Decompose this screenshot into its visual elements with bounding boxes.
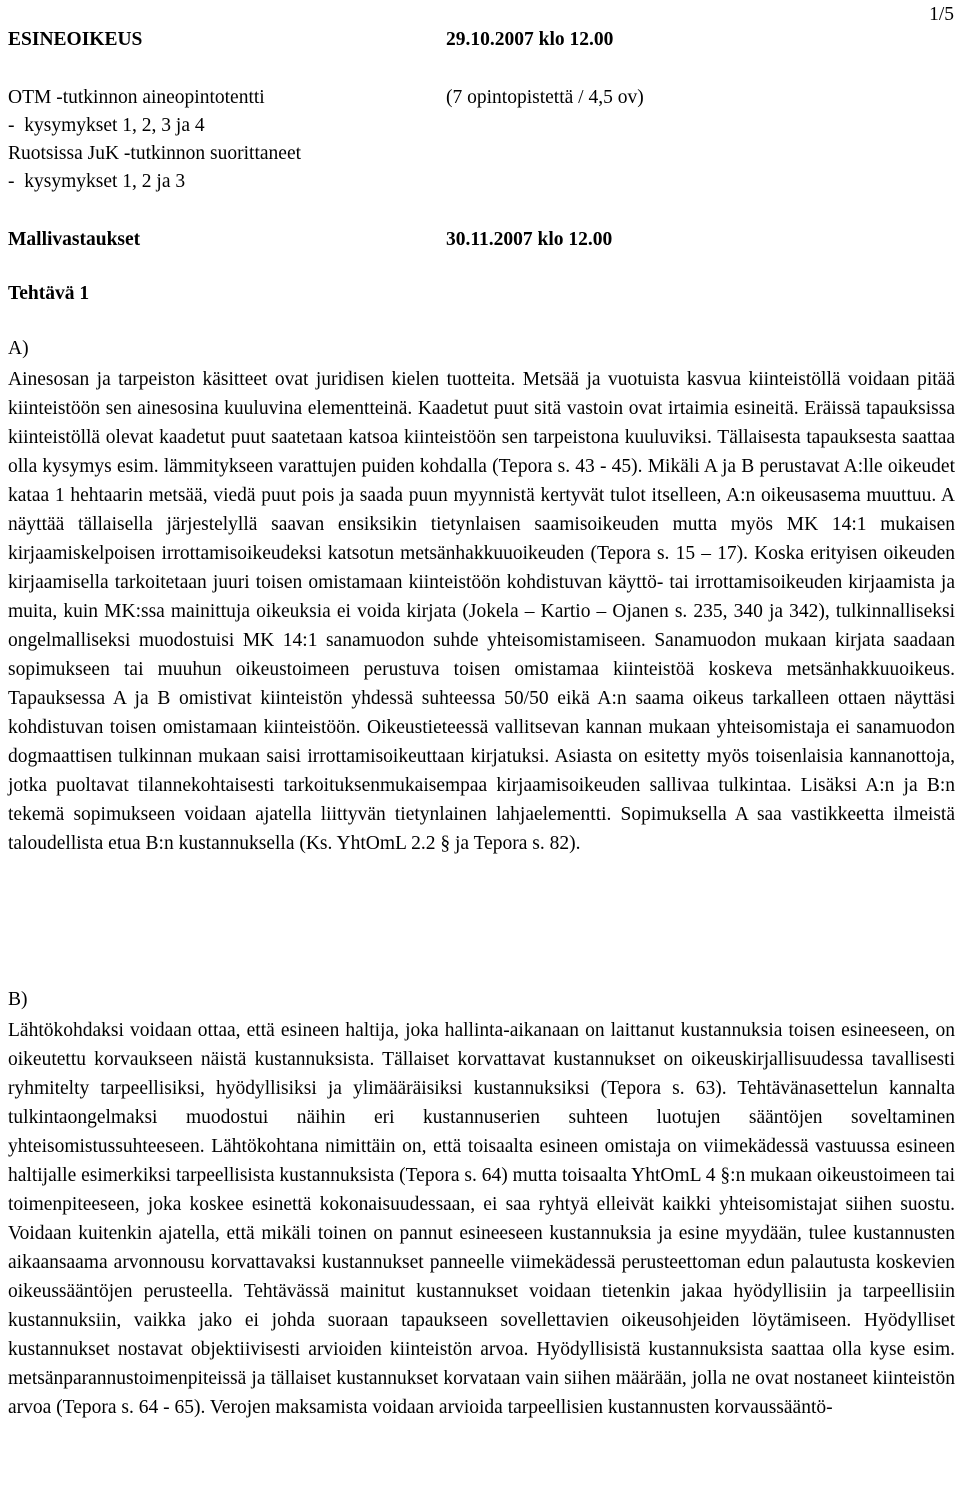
section-a-text: Ainesosan ja tarpeiston käsitteet ovat juridisen kielen tuotteita. Metsää ja vuotuista kasvua kiinteistöllä voidaan pitää kiinteistöön sen ainesosina kuuluvina elementteinä. Kaadetut puut sitä vastoin ovat irtaimia esineitä. Eräissä tapauksissa kiinteistöllä olevat kaadetut puut saatetaan katsoa kiinteistöön sen tarpeistona kuuluviksi. Tällaisesta tapauksesta saattaa olla kysymys esim. lämmitykseen varattujen puiden kohdalla (Tepora s. 43 - 45). Mikäli A ja B perustavat A:lle oikeudet kataa 1 hehtaarin metsää, viedä puut pois ja saada puun myynnistä kertyvät tulot itselleen, A:n oikeusasema muuttuu. A näyttää tällaisella järjestelyllä saavan ensiksikin tietynlaisen saamisoikeuden mutta myös MK 14:1 mukaisen kirjaamiskelpoisen irrottamisoikeudeksi katsotun metsänhakkuuoikeuden (Tepora s. 15 – 17). Koska erityisen oikeuden kirjaamisella tarkoitetaan juuri toisen omistamaan kiinteistöön kohdistuvan käyttö- tai irrottamisoikeuden kirjaamista ja muita, kuin MK:ssa mainittuja oikeuksia ei voida kirjata (Jokela – Kartio – Ojanen s. 235, 340 ja 342), tulkinnalliseksi ongelmalliseksi muodostuisi MK 14:1 sanamuodon suhde yhteisomistamiseen. Sanamuodon mukaan kirjata saadaan sopimukseen tai muuhun oikeustoimeen perustuva toisen omistamaa kiinteistöä koskeva metsänhakkuuoikeus. Tapauksessa A ja B omistivat kiinteistön yhdessä suhteessa 50/50 eikä A:n saama oikeus tarkalleen ottaen näyttäsi kohdistuvan toisen omistamaan kiinteistöön. Oikeustieteessä vallitsevan kannan mukaan yhteisomistaja ei sanamuodon dogmaattisen tulkinnan mukaan saisi irrottamisoikeuttaan kirjatuksi. Asiasta on esitetty myös toisenlaisia kannanottoja, jotka puoltavat tilannekohtaisesti tarkoituksenmukaisempaa kirjaamisoikeuden sallivaa tulkintaa. Lisäksi A:n ja B:n tekemä sopimukseen voidaan ajatella liittyvän tietynlainen lahjaelementti. Sopimuksella A saa vastikkeetta ilmeistä taloudellista etua B:n kustannuksella (Ks. YhtOmL 2.2 § ja Tepora s. 82). (8, 369, 955, 854)
credits: (7 opintopistettä / 4,5 ov) (446, 87, 644, 108)
section-b-text: Lähtökohdaksi voidaan ottaa, että esineen haltija, joka hallinta-aikanaan on laittanut kustannuksia toisen esineeseen, on oikeutettu korvaukseen näistä kustannuksista. Tällaiset korvattavat kustannukset on oikeuskirjallisuudessa tavallisesti ryhmitelty tarpeellisiksi, hyödyllisiksi ja ylimääräisiksi kustannuksiksi (Tepora s. 63). Tehtävänasettelun kannalta tulkintaongelmaksi muodostui näihin eri kustannuserien suhteen luotujen sääntöjen soveltaminen yhteisomistussuhteeseen. Lähtökohtana nimittäin on, että toisaalta esineen omistaja on viimekädessä vastuussa esineen haltijalle esimerkiksi tarpeellisista kustannuksista (Tepora s. 64) mutta toisaalta YhtOmL 4 §:n mukaan oikeustoimeen tai toimenpiteeseen, joka koskee esinettä kokonaisuudessaan, ei saa ryhtyä elleivät kaikki yhteisomistajat siihen suostu. Voidaan kuitenkin ajatella, että mikäli toinen on pannut esineeseen kustannuksia ja esine myydään, tulee kustannusten aikaansaama arvonnousu korvattavaksi kustannukset panneelle viimekädessä perusteettoman edun palautusta koskevien oikeussääntöjen perusteella. Tehtävässä mainitut kustannukset voidaan tietenkin jakaa hyödyllisiin ja tarpeellisiin kustannuksiin, vaikka jako ei johda suoraan tapaukseen sovellettavien oikeusohjeiden löytämiseen. Hyödylliset kustannukset nostavat objektiivisesti arvioiden kiinteistön arvoa. Hyödyllisistä kustannuksista saattaa olla kyse esim. metsänparannustoimenpiteissä ja tällaiset kustannukset korvataan vain siihen määrään, jolla ne ovat nostaneet kiinteistön arvoa (Tepora s. 64 - 65). Verojen maksamista voidaan arvioida tarpeellisien kustannusten korvaussääntö- (8, 1020, 955, 1418)
task-heading: Tehtävä 1 (8, 283, 90, 304)
course-title: ESINEOIKEUS (8, 29, 143, 50)
model-answers-label: Mallivastaukset (8, 229, 141, 250)
questions-main: - kysymykset 1, 2, 3 ja 4 (8, 115, 205, 136)
swedish-group: Ruotsissa JuK -tutkinnon suorittaneet (8, 143, 302, 164)
page-number: 1/5 (929, 4, 954, 25)
section-b-label: B) (8, 989, 28, 1010)
model-answers-date: 30.11.2007 klo 12.00 (446, 229, 613, 250)
section-a-label: A) (8, 338, 29, 359)
exam-date: 29.10.2007 klo 12.00 (446, 29, 614, 50)
exam-type: OTM -tutkinnon aineopintotentti (8, 87, 265, 108)
questions-swedish: - kysymykset 1, 2 ja 3 (8, 171, 186, 192)
